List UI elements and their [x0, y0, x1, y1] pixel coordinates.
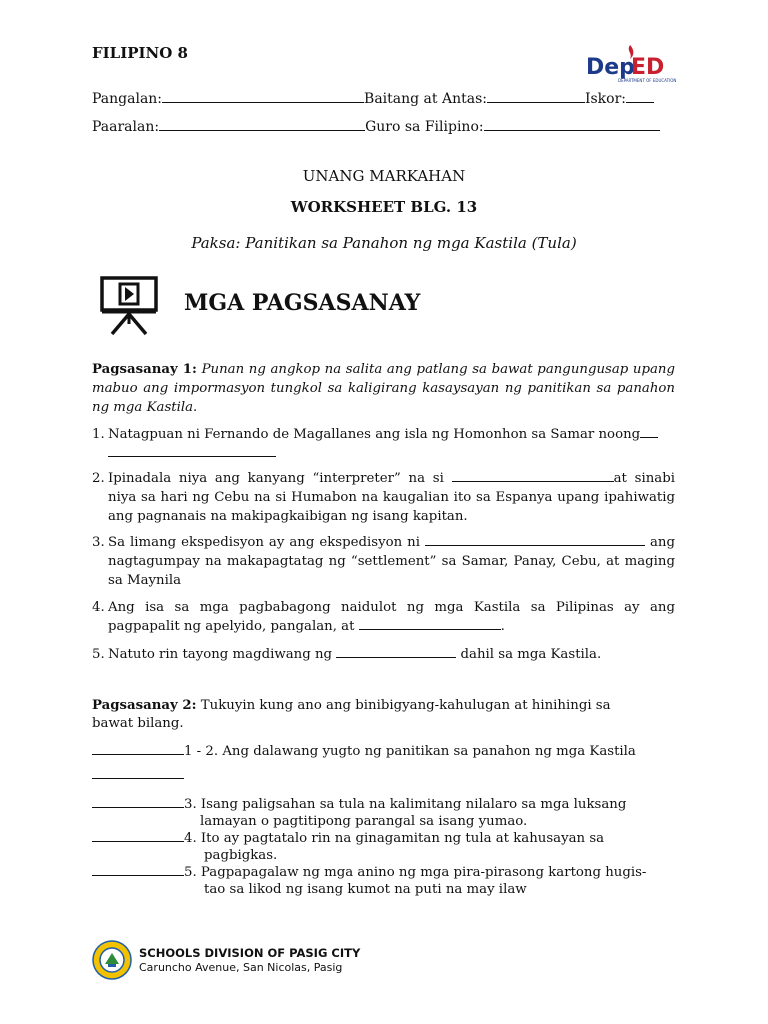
exercise1-item-1: 1. Natagpuan ni Fernando de Magallanes ang isla ng Homonhon sa Samar noong — [92, 425, 675, 463]
teacher-label: Guro sa Filipino: — [365, 119, 484, 135]
answer-blank[interactable] — [92, 829, 184, 842]
presentation-board-icon — [98, 274, 160, 338]
info-row-2 — [92, 118, 660, 135]
exercise2-item-4: 4. Ito ay pagtatalo rin na ginagamitan ng tula at kahusayan sa pagbigkas. — [92, 829, 604, 864]
svg-text:Dep: Dep — [586, 55, 635, 80]
answer-blank[interactable] — [452, 469, 614, 482]
deped-logo — [586, 42, 676, 86]
exercise1-instruction: Punan ng angkop na salita ang patlang sa bawat pangungusap upang mabuo ang impormasyon tungkol sa kaligirang kasaysayan ng panitikan sa panahon ng mga Kastila. — [92, 362, 675, 415]
exercise2-item-3: 3. Isang paligsahan sa tula na kalimitang nilalaro sa mga luksang lamayan o pagtitipong parangal sa isang yumao. — [92, 795, 626, 830]
answer-blank[interactable] — [425, 533, 645, 546]
exercise1-item-4: 4. Ang isa sa mga pagbabagong naidulot ng mga Kastila sa Pilipinas ay ang pagpapalit ng apelyido, pangalan, at . — [92, 600, 675, 634]
pasig-seal-logo — [92, 940, 132, 980]
subject-title: FILIPINO 8 — [92, 44, 188, 62]
exercise1-label: Pagsasanay 1: — [92, 362, 197, 377]
answer-blank[interactable] — [92, 863, 184, 876]
score-field[interactable] — [626, 90, 654, 103]
info-row-1 — [92, 90, 654, 107]
school-label: Paaralan: — [92, 119, 160, 135]
exercise1-item-2: 2. Ipinadala niya ang kanyang “interpreter” na si at sinabi niya sa hari ng Cebu na si Humabon na kaugalian ito sa Espanya upang ipahiwatig ang pagnanais na makipagkaibigan ng isang kapitan. — [92, 471, 675, 524]
answer-blank[interactable] — [92, 795, 184, 808]
name-label: Pangalan: — [92, 91, 163, 107]
answer-blank[interactable] — [92, 742, 184, 755]
name-field[interactable] — [162, 90, 364, 103]
answer-blank[interactable] — [92, 766, 184, 779]
exercise2-item-5: 5. Pagpapagalaw ng mga anino ng mga pira-pirasong kartong hugis- tao sa likod ng isang kumot na puti na may ilaw — [92, 863, 646, 898]
teacher-field[interactable] — [484, 118, 660, 131]
exercise1-instructions — [92, 360, 675, 417]
svg-text:ED: ED — [631, 55, 665, 80]
section-title: MGA PAGSASANAY — [184, 290, 421, 316]
exercise2-item-1: 1 - 2. Ang dalawang yugto ng panitikan sa panahon ng mga Kastila — [92, 742, 636, 760]
school-field[interactable] — [159, 118, 365, 131]
exercise2-instructions: Pagsasanay 2: Tukuyin kung ano ang binibigyang-kahulugan at hinihingi sa bawat bilang. — [92, 698, 611, 731]
footer-address: Caruncho Avenue, San Nicolas, Pasig — [139, 961, 343, 974]
exercise2-label: Pagsasanay 2: — [92, 698, 197, 713]
grade-label: Baitang at Antas: — [364, 91, 487, 107]
score-label: Iskor: — [584, 91, 627, 107]
topic-title: Paksa: Panitikan sa Panahon ng mga Kastila (Tula) — [191, 234, 577, 252]
answer-blank[interactable] — [359, 617, 501, 630]
quarter-title: UNANG MARKAHAN — [302, 167, 466, 185]
answer-blank[interactable] — [336, 645, 456, 658]
footer-division: SCHOOLS DIVISION OF PASIG CITY — [139, 946, 361, 960]
exercise1-item-5: 5. Natuto rin tayong magdiwang ng dahil sa mga Kastila. — [92, 647, 602, 662]
grade-field[interactable] — [487, 90, 585, 103]
worksheet-title: WORKSHEET BLG. 13 — [290, 198, 478, 216]
exercise1-item-3: 3. Sa limang ekspedisyon ay ang ekspedisyon ni ang nagtagumpay na makapagtatag ng “settlement” sa Samar, Panay, Cebu, at maging sa Maynila — [92, 535, 675, 588]
answer-blank[interactable] — [640, 425, 658, 438]
answer-blank[interactable] — [108, 444, 276, 457]
exercise2-item-2 — [92, 766, 184, 784]
svg-text:DEPARTMENT OF EDUCATION: DEPARTMENT OF EDUCATION — [618, 78, 676, 83]
